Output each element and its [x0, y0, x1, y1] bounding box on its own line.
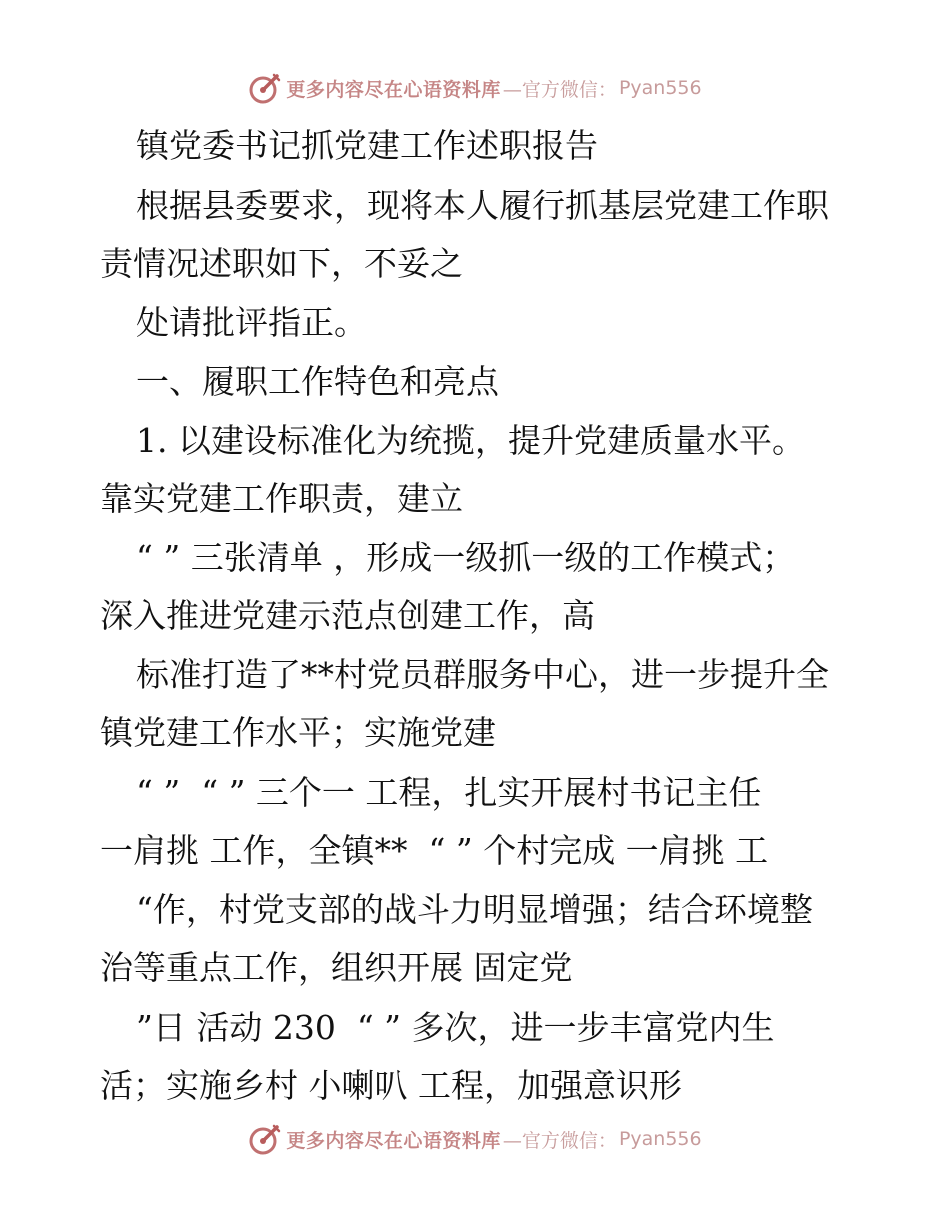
watermark-banner-top	[0, 68, 950, 108]
doc-line: 根据县委要求，现将本人履行抓基层党建工作职	[136, 186, 829, 225]
doc-line: 活；实施乡村 小喇叭 工程，加强意识形	[100, 1066, 682, 1105]
doc-line: 处请批评指正。	[136, 303, 367, 342]
doc-title: 镇党委书记抓党建工作述职报告	[136, 126, 598, 165]
doc-line: 治等重点工作，组织开展 固定党	[100, 948, 573, 987]
doc-line: “ ” “ ” 三个一 工程，扎实开展村书记主任	[136, 773, 762, 812]
doc-line: 靠实党建工作职责，建立	[100, 479, 463, 518]
watermark-banner-bottom	[0, 1119, 950, 1159]
banner-main-text: 更多内容尽在心语资料库	[286, 1129, 501, 1152]
banner-sub-text: —官方微信：	[502, 1129, 617, 1152]
doc-line: 镇党建工作水平；实施党建	[100, 713, 496, 752]
doc-section-heading: 一、履职工作特色和亮点	[136, 362, 499, 401]
doc-line: 深入推进党建示范点创建工作，高	[100, 596, 595, 635]
doc-line: 1. 以建设标准化为统揽，提升党建质量水平。	[136, 421, 805, 460]
pen-seal-logo-icon	[248, 1122, 282, 1156]
doc-line: ”日 活动 230 “ ” 多次，进一步丰富党内生	[136, 1008, 775, 1047]
banner-wechat-id: Pyan556	[618, 77, 702, 99]
doc-line: 责情况述职如下，不妥之	[100, 244, 463, 283]
doc-line: 标准打造了**村党员群服务中心，进一步提升全	[136, 655, 829, 694]
doc-line: “ ” 三张清单 ，形成一级抓一级的工作模式；	[136, 538, 796, 577]
banner-main-text: 更多内容尽在心语资料库	[286, 78, 501, 101]
doc-line: “作，村党支部的战斗力明显增强；结合环境整	[136, 890, 813, 929]
banner-sub-text: —官方微信：	[502, 78, 617, 101]
doc-line: 一肩挑 工作，全镇** “ ” 个村完成 一肩挑 工	[100, 831, 769, 870]
banner-wechat-id: Pyan556	[618, 1128, 702, 1150]
pen-seal-logo-icon	[248, 71, 282, 105]
